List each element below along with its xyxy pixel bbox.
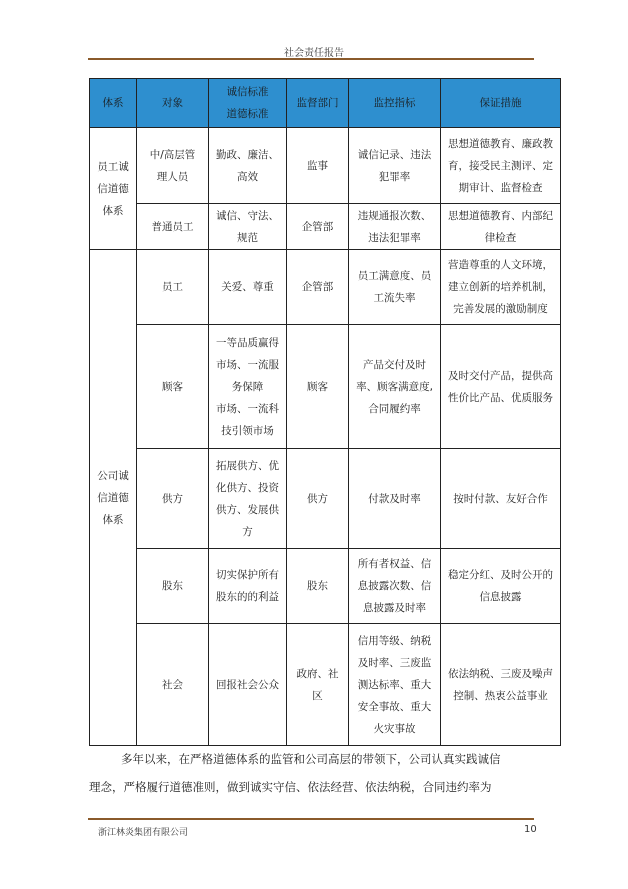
- object-cell: 社会: [137, 624, 209, 746]
- standard-cell: 切实保护所有 股东的的利益: [209, 549, 287, 624]
- col-header-system: 体系: [90, 79, 137, 128]
- object-cell: 员工: [137, 250, 209, 325]
- col-header-indicator: 监控指标: [349, 79, 441, 128]
- page-header-title: 社会责任报告: [284, 48, 344, 59]
- table-row: [90, 325, 561, 449]
- measure-cell: 依法纳税、三废及噪声 控制、热衷公益事业: [441, 624, 561, 746]
- object-cell: 供方: [137, 449, 209, 549]
- standard-cell: 勤政、廉洁、 高效: [209, 128, 287, 204]
- indicator-cell: 违规通报次数、 违法犯罪率: [349, 204, 441, 250]
- measure-cell: 稳定分红、及时公开的 信息披露: [441, 549, 561, 624]
- table-row: [90, 624, 561, 746]
- measure-cell: 按时付款、友好合作: [441, 449, 561, 549]
- body-paragraph-line-2: 理念，严格履行道德准则，做到诚实守信、依法经营、依法纳税，合同违约率为: [89, 780, 492, 794]
- indicator-cell: 产品交付及时 率、顾客满意度, 合同履约率: [349, 325, 441, 449]
- standard-cell: 拓展供方、优 化供方、投资 供方、发展供 方: [209, 449, 287, 549]
- dept-cell: 监事: [287, 128, 349, 204]
- indicator-cell: 信用等级、纳税 及时率、三废监 测达标率、重大 安全事故、重大 火灾事故: [349, 624, 441, 746]
- table-row: [90, 128, 561, 204]
- table-row: [90, 549, 561, 624]
- dept-cell: 顾客: [287, 325, 349, 449]
- table-row: [90, 204, 561, 250]
- object-cell: 股东: [137, 549, 209, 624]
- col-header-dept: 监督部门: [287, 79, 349, 128]
- measure-cell: 及时交付产品，提供高 性价比产品、优质服务: [441, 325, 561, 449]
- standard-cell: 回报社会公众: [209, 624, 287, 746]
- standard-cell: 关爱、尊重: [209, 250, 287, 325]
- dept-cell: 供方: [287, 449, 349, 549]
- indicator-cell: 付款及时率: [349, 449, 441, 549]
- table-row: [90, 449, 561, 549]
- object-cell: 中/高层管 理人员: [137, 128, 209, 204]
- indicator-cell: 所有者权益、信 息披露次数、信 息披露及时率: [349, 549, 441, 624]
- dept-cell: 企管部: [287, 250, 349, 325]
- dept-cell: 股东: [287, 549, 349, 624]
- footer-company-name: 浙江林炎集团有限公司: [98, 828, 189, 838]
- standard-cell: 诚信、守法、 规范: [209, 204, 287, 250]
- object-cell: 普通员工: [137, 204, 209, 250]
- dept-cell: 企管部: [287, 204, 349, 250]
- col-header-measure: 保证措施: [441, 79, 561, 128]
- dept-cell: 政府、社 区: [287, 624, 349, 746]
- footer-divider: [88, 818, 534, 820]
- indicator-cell: 诚信记录、违法 犯罪率: [349, 128, 441, 204]
- standard-cell: 一等品质赢得 市场、一流服 务保障 市场、一流科 技引领市场: [209, 325, 287, 449]
- system-cell: 公司诚 信道德 体系: [90, 250, 137, 746]
- page-number: 10: [524, 824, 537, 835]
- system-cell: 员工诚 信道德 体系: [90, 128, 137, 250]
- measure-cell: 思想道德教育、廉政教 育，接受民主测评、定 期审计、监督检查: [441, 128, 561, 204]
- object-cell: 顾客: [137, 325, 209, 449]
- table-row: [90, 250, 561, 325]
- header-divider: [88, 58, 534, 60]
- body-paragraph-line-1: 多年以来，在严格道德体系的监管和公司高层的带领下，公司认真实践诚信: [121, 752, 501, 766]
- col-header-standard: 诚信标准 道德标准: [209, 79, 287, 128]
- measure-cell: 营造尊重的人文环境， 建立创新的培养机制， 完善发展的激励制度: [441, 250, 561, 325]
- measure-cell: 思想道德教育、内部纪 律检查: [441, 204, 561, 250]
- integrity-system-table: [89, 78, 561, 746]
- col-header-object: 对象: [137, 79, 209, 128]
- indicator-cell: 员工满意度、员 工流失率: [349, 250, 441, 325]
- table-header-row: [90, 79, 561, 128]
